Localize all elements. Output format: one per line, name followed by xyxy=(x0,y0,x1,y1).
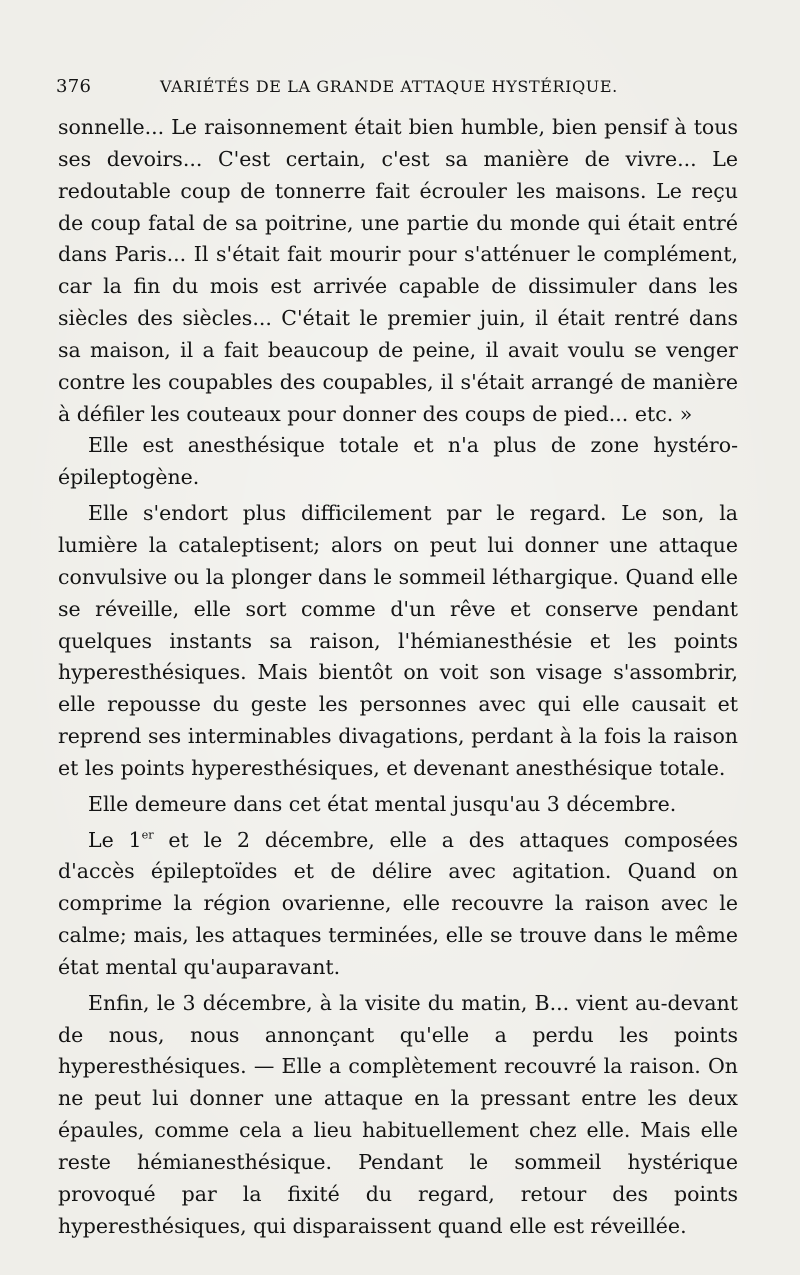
paragraph-lead: Le 1 xyxy=(88,827,142,852)
body-text xyxy=(58,112,738,1243)
ordinal-superscript: er xyxy=(141,828,154,842)
paragraph-body: et le 2 décembre, elle a des attaques composées d'accès épileptoïdes et de délire avec agitation. Quand on comprime la région ovarienne, elle recouvre la raison avec le calme; mais, les attaques terminées, elle se trouve dans le même état mental qu'auparavant. xyxy=(58,827,738,979)
page-header xyxy=(56,72,756,102)
paragraph-anesthesia: Elle est anesthésique totale et n'a plus de zone hystéro-épileptogène. xyxy=(58,433,738,490)
running-head: VARIÉTÉS DE LA GRANDE ATTAQUE HYSTÉRIQUE. xyxy=(160,77,618,96)
paragraph-delirium-quote: sonnelle... Le raisonnement était bien humble, bien pensif à tous ses devoirs... C'est certain, c'est sa manière de vivre... Le redoutable coup de tonnerre fait écrouler les maisons. Le reçu de coup fatal de sa poitrine, une partie du monde qui était entré dans Paris... Il s'était fait mourir pour s'atténuer le complément, car la fin du mois est arrivée capable de dissimuler dans les siècles des siècles... C'était le premier juin, il était rentré dans sa maison, il a fait beaucoup de peine, il avait voulu se venger contre les coupables des coupables, il s'était arrangé de manière à défiler les couteaux pour donner des coups de pied... etc. » xyxy=(58,115,738,426)
paragraph-sleep-induction: Elle s'endort plus difficilement par le regard. Le son, la lumière la cataleptisent; alors on peut lui donner une attaque convulsive ou la plonger dans le sommeil léthargique. Quand elle se réveille, elle sort comme d'un rêve et conserve pendant quelques instants sa raison, l'hémianesthésie et les points hyperesthésiques. Mais bientôt on voit son visage s'assombrir, elle repousse du geste les personnes avec qui elle causait et reprend ses interminables divagations, perdant à la fois la raison et les points hyperesthésiques, et devenant anesthésique totale. xyxy=(58,501,738,780)
paragraph-mental-state: Elle demeure dans cet état mental jusqu'au 3 décembre. xyxy=(88,791,677,816)
paragraph-recovery: Enfin, le 3 décembre, à la visite du matin, B... vient au-devant de nous, nous annonçant qu'elle a perdu les points hyperesthésiques. — Elle a complètement recouvré la raison. On ne peut lui donner une attaque en la pressant entre les deux épaules, comme cela a lieu habituellement chez elle. Mais elle reste hémianesthésique. Pendant le sommeil hystérique provoqué par la fixité du regard, retour des points hyperesthésiques, qui disparaissent quand elle est réveillée. xyxy=(58,990,738,1238)
page-number: 376 xyxy=(56,76,92,97)
paragraph-december-attacks xyxy=(58,825,738,984)
